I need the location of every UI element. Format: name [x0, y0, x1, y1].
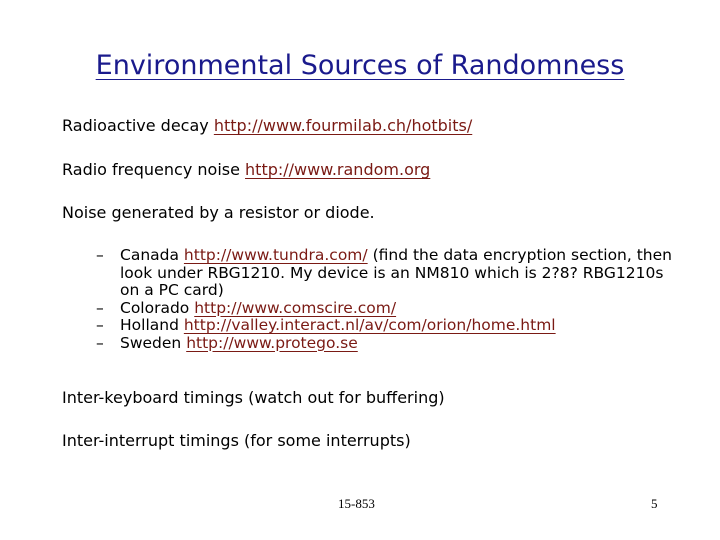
course-number: 15-853	[338, 496, 375, 511]
vendor-country: Colorado	[120, 298, 195, 317]
comscire-link[interactable]: http://www.comscire.com/	[194, 298, 397, 317]
vendor-colorado	[96, 300, 676, 318]
dash-bullet: –	[96, 298, 104, 317]
vendor-note: (find the data encryption section, then look under RBG1210. My device is an NM810 which is 2?8? RBG1210s on a PC card)	[120, 246, 672, 299]
bullet-interrupt-timings	[62, 431, 411, 450]
protego-link[interactable]: http://www.protego.se	[186, 333, 358, 352]
vendor-canada	[96, 247, 676, 300]
bullet-text: Inter-interrupt timings (for some interrupts)	[62, 431, 411, 450]
bullet-text: Inter-keyboard timings (watch out for buffering)	[62, 388, 445, 407]
vendor-country: Canada	[120, 246, 184, 264]
vendor-country: Sweden	[120, 333, 187, 352]
vendor-list	[96, 247, 676, 352]
hotbits-link[interactable]: http://www.fourmilab.ch/hotbits/	[213, 116, 473, 135]
bullet-text: Noise generated by a resistor or diode.	[62, 203, 375, 222]
page-number: 5	[651, 496, 658, 511]
slide-title: Environmental Sources of Randomness	[95, 50, 625, 81]
bullet-resistor-noise	[62, 203, 375, 222]
random-org-link[interactable]: http://www.random.org	[245, 160, 431, 179]
vendor-holland	[96, 317, 676, 335]
bullet-text: Radioactive decay	[62, 116, 214, 135]
vendor-country: Holland	[120, 316, 184, 334]
dash-bullet: –	[96, 316, 104, 334]
dash-bullet: –	[96, 333, 104, 352]
bullet-keyboard-timings	[62, 388, 445, 407]
bullet-radioactive-decay	[62, 116, 472, 135]
bullet-text: Radio frequency noise	[62, 160, 246, 179]
orion-link[interactable]: http://valley.interact.nl/av/com/orion/home.html	[183, 316, 556, 334]
dash-bullet: –	[96, 246, 104, 264]
tundra-link[interactable]: http://www.tundra.com/	[183, 246, 368, 264]
vendor-sweden	[96, 335, 676, 353]
bullet-radio-noise	[62, 160, 430, 179]
